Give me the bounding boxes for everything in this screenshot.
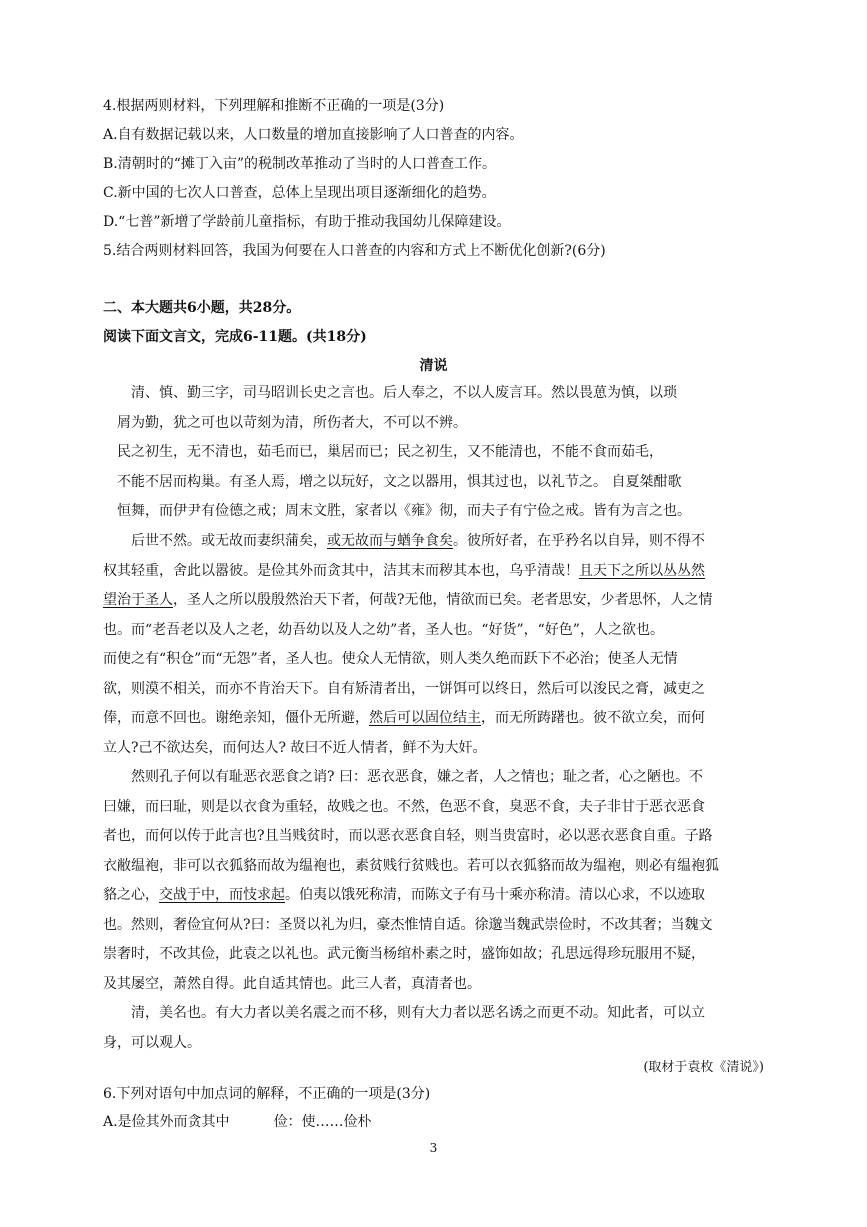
- underlined-phrase: 或无故而与蝤争食矣: [327, 533, 453, 549]
- passage-source: (取材于袁枚《清说》): [643, 1060, 764, 1075]
- passage-title: 清说: [419, 358, 448, 374]
- passage-paragraph-2: [103, 438, 764, 527]
- q4-option-a: A.自有数据记载以来，人口数量的增加直接影响了人口普查的内容。: [103, 127, 524, 143]
- paragraph-line: 而使之有“积仓”而“无怨”者，圣人也。使众人无情欲，则人类久绝而跃下不必治；使圣人无情: [103, 651, 678, 667]
- underlined-phrase: 交战于中，而忮求起: [159, 887, 285, 903]
- passage-paragraph-5: [103, 999, 764, 1058]
- paragraph-line: 后世不然。或无故而妻织蒲矣，或无故而与蝤争食矣。彼所好者，在乎矜名以自异，则不得不: [131, 533, 705, 549]
- paragraph-line: 曰嫌，而曰耻，则是以衣食为重轻，故贱之也。不然，色恶不食，臭恶不食，夫子非甘于恶衣恶食: [103, 798, 705, 815]
- paragraph-line: 清，美名也。有大力者以美名震之而不移，则有大力者以恶名诱之而更不动。知此者，可以立: [131, 1005, 705, 1021]
- paragraph-line: 不能不居而构巢。有圣人焉，增之以玩好，文之以器用，惧其过也，以礼节之。 自夏桀酣歌: [117, 473, 682, 490]
- paragraph-line: 也。而“老吾老以及人之老，幼吾幼以及人之幼”者，圣人也。“好货”，“好色”，人之欲也。: [103, 621, 664, 638]
- q6-option-a: [103, 1112, 372, 1132]
- paragraph-line: 民之初生，无不清也，茹毛而已，巢居而已；民之初生，又不能清也，不能不食而茹毛，: [117, 444, 663, 460]
- page-number: 3: [429, 1141, 438, 1155]
- q6-option-a-gloss: 俭：使……俭朴: [273, 1114, 372, 1130]
- q4-option-b: B.清朝时的“摊丁入亩”的税制改革推动了当时的人口普查工作。: [103, 156, 497, 172]
- q4-stem: 4.根据两则材料，下列理解和推断不正确的一项是(3分): [103, 98, 445, 114]
- paragraph-line: 权其轻重，舍此以嚣彼。是俭其外而贪其中，洁其末而秽其本也，乌乎清哉！且天下之所以丛丛然: [103, 562, 705, 579]
- section2-instruction: 阅读下面文言文，完成6-11题。(共18分): [103, 329, 367, 345]
- paragraph-line: 貉之心，交战于中，而忮求起。伯夷以饿死称清，而陈文子有马十乘亦称清。清以心求，不以迹取: [103, 887, 705, 903]
- paragraph-line: 崇奢时，不改其俭，此袁之以礼也。武元衡当杨绾朴素之时，盛饰如故；孔思远得珍玩服用不疑，: [103, 946, 705, 962]
- q4-option-d: D.“七普”新增了学龄前儿童指标，有助于推动我国幼儿保障建设。: [103, 214, 511, 230]
- section2-heading: 二、本大题共6小题，共28分。: [103, 300, 301, 316]
- paragraph-line: 衣敝缊袍，非可以衣狐貉而故为缊袍也，素贫贱行贫贱也。若可以衣狐貉而故为缊袍，则必有缊袍狐: [103, 857, 719, 874]
- q5-stem: 5.结合两则材料回答，我国为何要在人口普查的内容和方式上不断优化创新?(6分): [103, 243, 606, 259]
- passage-paragraph-4: [103, 763, 764, 999]
- paragraph-line: 俸，而意不回也。谢绝亲知，僵仆无所避，然后可以固位结主，而无所踌躇也。彼不欲立矣，而何: [103, 710, 705, 726]
- paragraph-line: 也。然则，奢俭宜何从?曰：圣贤以礼为归，豪杰惟情自适。徐邈当魏武崇俭时，不改其奢；当魏文: [103, 916, 713, 933]
- paragraph-line: 恒舞，而伊尹有俭德之戒；周末文胜，家者以《雍》彻，而夫子有宁俭之戒。皆有为言之也。: [117, 503, 691, 519]
- paragraph-line: 然则孔子何以有耻恶衣恶食之诮? 曰：恶衣恶食，嫌之者，人之情也；耻之者，心之陋也。不: [131, 769, 703, 785]
- paragraph-line: 者也，而何以传于此言也?且当贱贫时，而以恶衣恶食自轻，则当贵富时，必以恶衣恶食自重。子路: [103, 828, 713, 844]
- q6-option-a-sentence: A.是俭其外而贪其中: [103, 1114, 230, 1130]
- paragraph-line: 欲，则漠不相关，而亦不肯治天下。自有矫清者出，一饼饵可以终日，然后可以浚民之膏，减吏之: [103, 680, 705, 697]
- paragraph-line: 屑为勤，犹之可也以苛刻为清，所伤者大，不可以不辨。: [117, 414, 467, 431]
- underlined-phrase: 然后可以固位结主: [369, 710, 481, 726]
- passage-paragraph-1: [103, 379, 764, 438]
- q6-stem: 6.下列对语句中加点词的解释，不正确的一项是(3分): [103, 1086, 431, 1102]
- underlined-phrase: 且天下之所以丛丛然: [579, 562, 705, 579]
- paragraph-line: 及其屡空，萧然自得。此自适其情也。此三人者，真清者也。: [103, 975, 481, 992]
- paragraph-line: 望治于圣人，圣人之所以殷殷然治天下者，何哉?无他，情欲而已矣。老者思安，少者思怀，人之情: [103, 592, 713, 608]
- paragraph-line: 清、慎、勤三字，司马昭训长史之言也。后人奉之，不以人废言耳。然以畏葸为慎，以琐: [131, 385, 677, 401]
- paragraph-line: 身，可以观人。: [103, 1034, 201, 1051]
- q4-option-c: C.新中国的七次人口普查，总体上呈现出项目逐渐细化的趋势。: [103, 185, 496, 201]
- underlined-phrase: 望治于圣人: [103, 592, 173, 608]
- paragraph-line: 立人?己不欲达矣，而何达人? 故曰不近人情者，鲜不为大奸。: [103, 739, 487, 756]
- passage-paragraph-3: [103, 527, 764, 763]
